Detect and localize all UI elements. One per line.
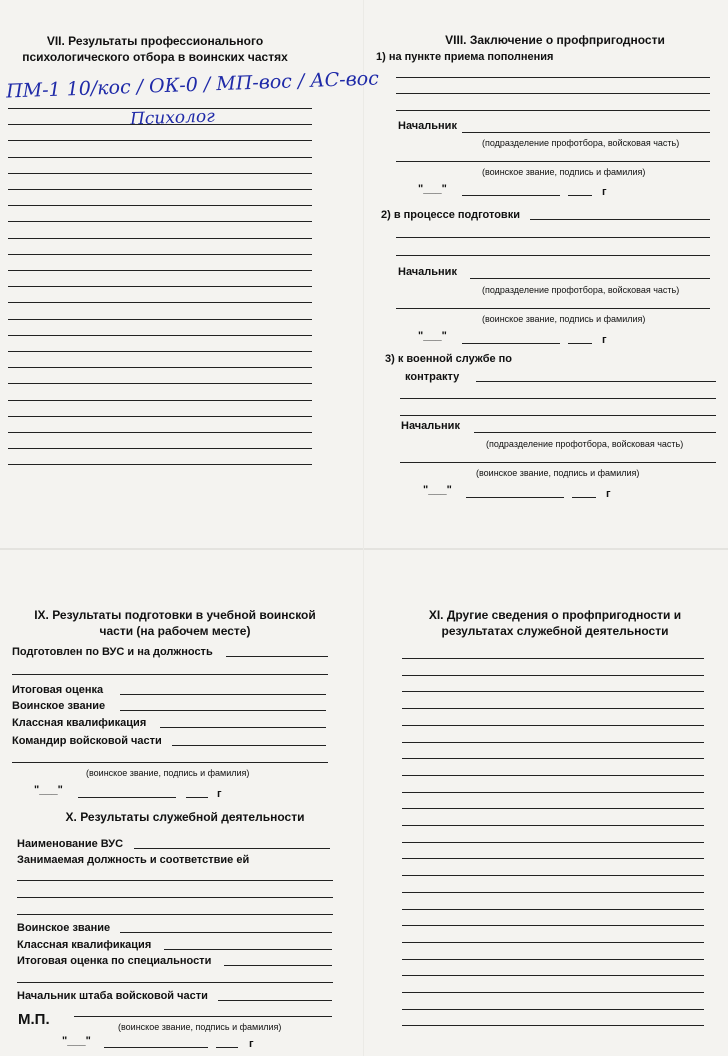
date-line [572,497,596,498]
rank-label: Воинское звание [12,700,106,712]
line [396,161,710,162]
caption-unit-3: (подразделение профотбора, войсковая часть) [486,439,684,449]
blank-line [8,238,312,239]
blank-line [8,351,312,352]
position-label: Занимаемая должность и соответствие ей [17,854,250,866]
blank-line [8,221,312,222]
line [120,694,326,695]
blank-line [402,992,704,993]
line [218,1000,332,1001]
line [17,982,333,983]
blank-line [8,124,312,125]
blank-line [8,448,312,449]
line [396,255,710,256]
trained-label: Подготовлен по ВУС и на должность [12,646,213,658]
line [396,237,710,238]
line [396,110,710,111]
caption-rank-10: (воинское звание, подпись и фамилия) [118,1022,282,1032]
blank-line [402,925,704,926]
section-8-item-2: 2) в процессе подготовки [381,209,520,221]
line [462,132,710,133]
blank-line [402,892,704,893]
blank-line [402,875,704,876]
line [226,656,328,657]
date-line [216,1047,238,1048]
blank-line [8,173,312,174]
line [470,278,710,279]
line [120,932,332,933]
date-line [466,497,564,498]
section-8-item-3: 3) к военной службе по [385,353,513,365]
caption-rank-9: (воинское звание, подпись и фамилия) [86,768,250,778]
date-quote-10: "___" [62,1035,91,1047]
line [12,762,328,763]
date-quote-1: "___" [418,183,447,195]
blank-line [402,825,704,826]
caption-rank-2: (воинское звание, подпись и фамилия) [482,314,646,324]
line [396,308,710,309]
blank-line [402,792,704,793]
blank-line [8,286,312,287]
blank-line [402,1025,704,1026]
section-10-title: X. Результаты служебной деятельности [65,810,305,824]
section-7-title: VII. Результаты профессионального психологического отбора в воинских частях [22,34,288,64]
year-suffix-9: г [217,788,222,800]
line [172,745,326,746]
blank-line [8,383,312,384]
blank-line [402,975,704,976]
date-line [568,343,592,344]
blank-line [402,775,704,776]
blank-line [8,335,312,336]
date-quote-3: "___" [423,484,452,496]
class-label-10: Классная квалификация [17,939,152,951]
blank-line [402,909,704,910]
chief-label-2: Начальник [398,266,457,278]
caption-rank-1: (воинское звание, подпись и фамилия) [482,167,646,177]
line [400,462,716,463]
caption-unit-2: (подразделение профотбора, войсковая часть) [482,285,680,295]
final-grade-label-10: Итоговая оценка по специальности [17,955,212,967]
section-8-item-3-cont: контракту [405,371,460,383]
blank-line [8,157,312,158]
section-8-item-1: 1) на пункте приема пополнения [376,51,554,63]
blank-line [8,108,312,109]
date-line [462,343,560,344]
handwritten-notes: ПМ-1 10/кос / ОК-0 / МП-вос / АС-вос [5,67,380,103]
date-quote-2: "___" [418,330,447,342]
blank-line [402,959,704,960]
caption-rank-3: (воинское звание, подпись и фамилия) [476,468,640,478]
line [400,398,716,399]
year-suffix-1: г [602,186,607,198]
rank-label-10: Воинское звание [17,922,111,934]
blank-line [8,319,312,320]
seal-place-label: М.П. [18,1011,50,1028]
blank-line [402,708,704,709]
blank-line [402,658,704,659]
blank-line [8,205,312,206]
blank-line [402,808,704,809]
line [224,965,332,966]
commander-label: Командир войсковой части [12,735,162,747]
final-grade-label: Итоговая оценка [12,684,104,696]
vus-label: Наименование ВУС [17,838,124,850]
line [396,93,710,94]
blank-line [402,675,704,676]
section-9-title: IX. Результаты подготовки в учебной воинской части (на рабочем месте) [34,608,316,638]
chief-label-3: Начальник [401,420,460,432]
line [400,415,716,416]
blank-line [8,254,312,255]
blank-line [402,691,704,692]
blank-line [8,270,312,271]
date-quote-9: "___" [34,784,63,796]
date-line [186,797,208,798]
blank-line [402,725,704,726]
line [17,914,333,915]
line [530,219,710,220]
fold-crease-horizontal [0,548,728,550]
blank-line [8,367,312,368]
blank-line [402,758,704,759]
line [74,1016,332,1017]
year-suffix-2: г [602,334,607,346]
chief-label-1: Начальник [398,120,457,132]
blank-line [402,842,704,843]
date-line [104,1047,208,1048]
blank-line [402,942,704,943]
chief-of-staff-label: Начальник штаба войсковой части [17,990,208,1002]
blank-line [8,302,312,303]
year-suffix-10: г [249,1038,254,1050]
blank-line [8,464,312,465]
line [17,880,333,881]
fold-crease-vertical [363,0,364,1056]
handwritten-signature: Психолог [129,106,216,130]
line [474,432,716,433]
date-line [462,195,560,196]
blank-line [8,400,312,401]
blank-line [8,140,312,141]
line [396,77,710,78]
blank-line [8,189,312,190]
blank-line [402,742,704,743]
blank-line [8,416,312,417]
line [160,727,326,728]
class-label: Классная квалификация [12,717,147,729]
blank-line [8,432,312,433]
section-8-title: VIII. Заключение о профпригодности [445,33,665,47]
line [134,848,330,849]
date-line [78,797,176,798]
blank-line [402,858,704,859]
caption-unit-1: (подразделение профотбора, войсковая часть) [482,138,680,148]
line [476,381,716,382]
year-suffix-3: г [606,488,611,500]
blank-line [402,1009,704,1010]
line [164,949,332,950]
line [12,674,328,675]
date-line [568,195,592,196]
line [17,897,333,898]
section-11-title: XI. Другие сведения о профпригодности и результатах служебной деятельности [428,608,682,638]
line [120,710,326,711]
